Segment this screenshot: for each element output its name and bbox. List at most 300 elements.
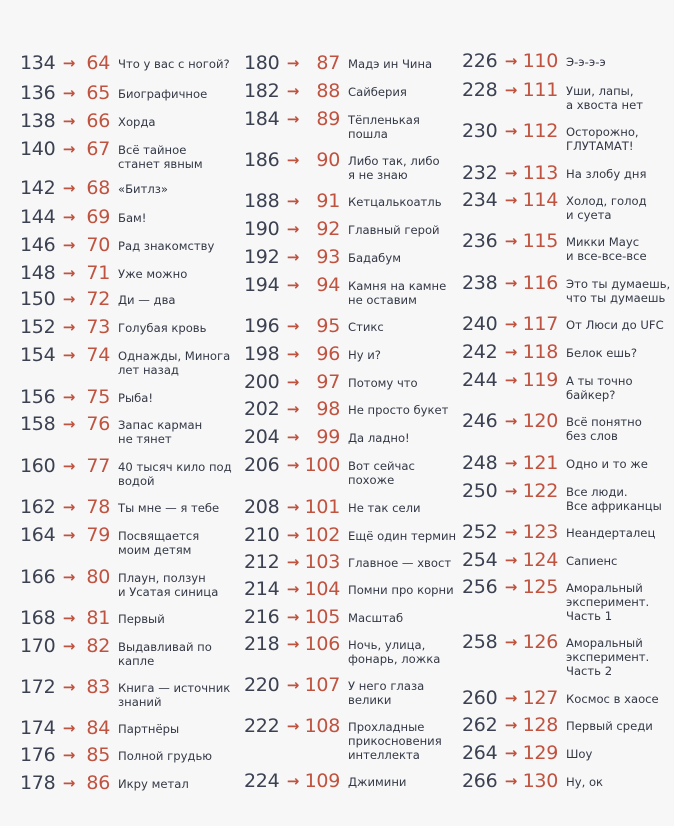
page-number: 144 — [20, 206, 56, 228]
page-number: 250 — [462, 480, 498, 502]
page-number: 174 — [20, 717, 56, 739]
page-number: 164 — [20, 524, 56, 546]
chapter-number: 126 — [522, 631, 558, 653]
right-arrow-icon: → — [504, 551, 518, 569]
right-arrow-icon: → — [286, 676, 300, 694]
page-number: 216 — [244, 606, 280, 628]
page-number: 208 — [244, 496, 280, 518]
chapter-number: 129 — [522, 742, 558, 764]
toc-entry — [462, 342, 637, 362]
page-number: 172 — [20, 676, 56, 698]
chapter-title: Всё понятно без слов — [566, 415, 642, 443]
toc-entry — [462, 522, 655, 542]
toc-entry — [244, 716, 442, 762]
right-arrow-icon: → — [504, 81, 518, 99]
toc-entry — [244, 427, 410, 447]
page-number: 192 — [244, 246, 280, 268]
right-arrow-icon: → — [504, 315, 518, 333]
page-number: 242 — [462, 341, 498, 363]
chapter-title: Запас карман не тянет — [118, 418, 203, 446]
chapter-number: 98 — [316, 398, 340, 420]
toc-entry — [20, 207, 146, 227]
page-number: 238 — [462, 272, 498, 294]
chapter-title: Не так сели — [348, 501, 421, 515]
right-arrow-icon: → — [504, 716, 518, 734]
chapter-title: 40 тысяч кило под водой — [118, 460, 232, 488]
chapter-title: Это ты думаешь, что ты думаешь — [566, 277, 671, 305]
page-number: 232 — [462, 162, 498, 184]
chapter-title: Биографичное — [118, 87, 208, 101]
chapter-title: Потому что — [348, 376, 418, 390]
chapter-title: Шоу — [566, 747, 593, 761]
toc-entry — [244, 150, 440, 182]
toc-entry — [244, 316, 384, 336]
chapter-number: 64 — [86, 52, 110, 74]
page-number: 150 — [20, 288, 56, 310]
right-arrow-icon: → — [62, 746, 76, 764]
chapter-title: Космос в хаосе — [566, 692, 659, 706]
page-number: 138 — [20, 110, 56, 132]
chapter-title: Не просто букет — [348, 403, 449, 417]
chapter-number: 96 — [316, 343, 340, 365]
toc-entry — [20, 567, 218, 599]
chapter-number: 103 — [304, 551, 340, 573]
toc-entry — [244, 525, 456, 545]
chapter-title: Вот сейчас похоже — [348, 459, 415, 487]
chapter-title: Одно и то же — [566, 457, 648, 471]
toc-entry — [244, 109, 420, 141]
toc-entry — [462, 51, 606, 71]
page-number: 178 — [20, 772, 56, 794]
toc-entry — [20, 263, 187, 283]
right-arrow-icon: → — [286, 317, 300, 335]
right-arrow-icon: → — [286, 526, 300, 544]
page-number: 162 — [20, 496, 56, 518]
toc-entry — [462, 190, 647, 222]
right-arrow-icon: → — [504, 578, 518, 596]
right-arrow-icon: → — [286, 772, 300, 790]
chapter-title: Однажды, Минога лет назад — [118, 349, 231, 377]
toc-entry — [20, 178, 168, 198]
chapter-title: Да ладно! — [348, 431, 410, 445]
chapter-title: На злобу дня — [566, 167, 647, 181]
right-arrow-icon: → — [504, 164, 518, 182]
page-number: 258 — [462, 631, 498, 653]
toc-entry — [244, 53, 432, 73]
right-arrow-icon: → — [62, 678, 76, 696]
page-number: 160 — [20, 455, 56, 477]
right-arrow-icon: → — [286, 248, 300, 266]
chapter-number: 124 — [522, 549, 558, 571]
page-number: 190 — [244, 218, 280, 240]
page-number: 142 — [20, 177, 56, 199]
chapter-title: Голубая кровь — [118, 321, 207, 335]
chapter-title: Ну и? — [348, 348, 381, 362]
right-arrow-icon: → — [62, 719, 76, 737]
chapter-title: Осторожно, ГЛУТАМАТ! — [566, 125, 639, 153]
toc-entry — [244, 399, 448, 419]
right-arrow-icon: → — [504, 371, 518, 389]
page-number: 168 — [20, 607, 56, 629]
chapter-title: Что у вас с ногой? — [118, 57, 230, 71]
page-number: 184 — [244, 108, 280, 130]
toc-entry — [20, 456, 232, 488]
right-arrow-icon: → — [62, 637, 76, 655]
chapter-number: 111 — [522, 79, 558, 101]
chapter-number: 86 — [86, 772, 110, 794]
chapter-number: 106 — [304, 633, 340, 655]
right-arrow-icon: → — [62, 568, 76, 586]
chapter-title: Ещё один термин — [348, 529, 457, 543]
page-number: 176 — [20, 744, 56, 766]
page-number: 198 — [244, 343, 280, 365]
chapter-number: 114 — [522, 189, 558, 211]
chapter-number: 94 — [316, 274, 340, 296]
chapter-title: Аморальный эксперимент. Часть 2 — [566, 636, 650, 678]
page-number: 156 — [20, 386, 56, 408]
chapter-number: 91 — [316, 190, 340, 212]
right-arrow-icon: → — [286, 54, 300, 72]
chapter-title: Мадэ ин Чина — [348, 57, 433, 71]
right-arrow-icon: → — [62, 609, 76, 627]
chapter-title: Все люди. Все африканцы — [566, 485, 662, 513]
chapter-number: 76 — [86, 413, 110, 435]
toc-entry — [462, 688, 659, 708]
chapter-title: Книга — источник знаний — [118, 681, 231, 709]
page-number: 248 — [462, 452, 498, 474]
page-number: 214 — [244, 578, 280, 600]
chapter-title: Рад знакомству — [118, 239, 215, 253]
right-arrow-icon: → — [504, 412, 518, 430]
chapter-number: 122 — [522, 480, 558, 502]
right-arrow-icon: → — [286, 553, 300, 571]
chapter-number: 85 — [86, 744, 110, 766]
chapter-number: 78 — [86, 496, 110, 518]
page-number: 266 — [462, 770, 498, 792]
chapter-title: Всё тайное станет явным — [118, 143, 203, 171]
right-arrow-icon: → — [62, 318, 76, 336]
toc-entry — [20, 525, 199, 557]
toc-entry — [462, 453, 648, 473]
right-arrow-icon: → — [286, 635, 300, 653]
chapter-number: 104 — [304, 578, 340, 600]
toc-entry — [244, 191, 442, 211]
chapter-number: 77 — [86, 455, 110, 477]
chapter-number: 83 — [86, 676, 110, 698]
toc-entry — [462, 632, 649, 678]
page-number: 196 — [244, 315, 280, 337]
toc-entry — [244, 552, 451, 572]
page-number: 210 — [244, 524, 280, 546]
chapter-number: 74 — [86, 344, 110, 366]
right-arrow-icon: → — [62, 774, 76, 792]
chapter-number: 69 — [86, 206, 110, 228]
toc-entry — [462, 80, 643, 112]
chapter-number: 90 — [316, 149, 340, 171]
chapter-title: Аморальный эксперимент. Часть 1 — [566, 581, 650, 623]
toc-entry — [462, 577, 649, 623]
chapter-title: Сапиенс — [566, 554, 618, 568]
right-arrow-icon: → — [62, 498, 76, 516]
chapter-title: Либо так, либо я не знаю — [348, 154, 440, 182]
chapter-number: 75 — [86, 386, 110, 408]
right-arrow-icon: → — [62, 112, 76, 130]
toc-entry — [244, 497, 421, 517]
page-number: 224 — [244, 770, 280, 792]
page-number: 186 — [244, 149, 280, 171]
chapter-title: Тёпленькая пошла — [348, 113, 420, 141]
chapter-title: Выдавливай по капле — [118, 640, 212, 668]
chapter-title: А ты точно байкер? — [566, 374, 633, 402]
toc-entry — [462, 411, 642, 443]
chapter-title: Масштаб — [348, 611, 404, 625]
right-arrow-icon: → — [286, 220, 300, 238]
right-arrow-icon: → — [62, 84, 76, 102]
chapter-title: Рыба! — [118, 391, 154, 405]
toc-entry — [20, 387, 153, 407]
chapter-title: Холод, голод и суета — [566, 194, 647, 222]
chapter-title: Ночь, улица, фонарь, ложка — [348, 638, 441, 666]
right-arrow-icon: → — [286, 428, 300, 446]
page-number: 182 — [244, 80, 280, 102]
right-arrow-icon: → — [62, 415, 76, 433]
page-number: 264 — [462, 742, 498, 764]
chapter-title: Белок ешь? — [566, 346, 638, 360]
toc-entry — [244, 455, 415, 487]
right-arrow-icon: → — [62, 54, 76, 72]
toc-entry — [462, 715, 653, 735]
toc-entry — [20, 317, 206, 337]
chapter-number: 108 — [304, 715, 340, 737]
page-number: 166 — [20, 566, 56, 588]
right-arrow-icon: → — [286, 580, 300, 598]
page-number: 134 — [20, 52, 56, 74]
chapter-title: Главный герой — [348, 223, 440, 237]
right-arrow-icon: → — [504, 523, 518, 541]
page-number: 230 — [462, 120, 498, 142]
page-number: 240 — [462, 313, 498, 335]
right-arrow-icon: → — [62, 140, 76, 158]
right-arrow-icon: → — [504, 52, 518, 70]
toc-entry — [244, 372, 418, 392]
right-arrow-icon: → — [62, 346, 76, 364]
chapter-number: 109 — [304, 770, 340, 792]
toc-entry — [244, 247, 401, 267]
page-number: 222 — [244, 715, 280, 737]
page-number: 254 — [462, 549, 498, 571]
right-arrow-icon: → — [504, 744, 518, 762]
page-number: 244 — [462, 369, 498, 391]
chapter-number: 101 — [304, 496, 340, 518]
right-arrow-icon: → — [286, 151, 300, 169]
chapter-number: 113 — [522, 162, 558, 184]
chapter-number: 93 — [316, 246, 340, 268]
right-arrow-icon: → — [286, 717, 300, 735]
right-arrow-icon: → — [286, 276, 300, 294]
chapter-title: Икру метал — [118, 777, 189, 791]
page-number: 194 — [244, 274, 280, 296]
chapter-title: Первый — [118, 612, 165, 626]
chapter-number: 80 — [86, 566, 110, 588]
chapter-number: 100 — [304, 454, 340, 476]
right-arrow-icon: → — [286, 373, 300, 391]
right-arrow-icon: → — [504, 343, 518, 361]
toc-entry — [462, 481, 662, 513]
chapter-number: 120 — [522, 410, 558, 432]
right-arrow-icon: → — [62, 457, 76, 475]
chapter-number: 95 — [316, 315, 340, 337]
toc-entry — [20, 745, 212, 765]
toc-entry — [20, 139, 203, 171]
chapter-number: 73 — [86, 316, 110, 338]
chapter-number: 117 — [522, 313, 558, 335]
chapter-title: Джимини — [348, 775, 407, 789]
right-arrow-icon: → — [62, 208, 76, 226]
toc-entry — [20, 636, 212, 668]
chapter-number: 115 — [522, 230, 558, 252]
page-number: 188 — [244, 190, 280, 212]
chapter-number: 127 — [522, 687, 558, 709]
page-number: 212 — [244, 551, 280, 573]
right-arrow-icon: → — [286, 110, 300, 128]
chapter-number: 119 — [522, 369, 558, 391]
toc-entry — [462, 314, 664, 334]
chapter-number: 68 — [86, 177, 110, 199]
toc-entry — [462, 370, 633, 402]
chapter-number: 79 — [86, 524, 110, 546]
right-arrow-icon: → — [62, 179, 76, 197]
right-arrow-icon: → — [62, 236, 76, 254]
chapter-title: Э-э-э-э — [566, 55, 606, 69]
toc-entry — [244, 219, 440, 239]
page-number: 158 — [20, 413, 56, 435]
chapter-title: Камня на камне не оставим — [348, 279, 447, 307]
toc-entry — [20, 497, 219, 517]
chapter-title: Бадабум — [348, 251, 401, 265]
chapter-number: 72 — [86, 288, 110, 310]
chapter-number: 123 — [522, 521, 558, 543]
chapter-title: У него глаза велики — [348, 679, 425, 707]
page-number: 226 — [462, 50, 498, 72]
chapter-number: 107 — [304, 674, 340, 696]
chapter-title: Главное — хвост — [348, 556, 452, 570]
toc-entry — [244, 275, 446, 307]
right-arrow-icon: → — [504, 232, 518, 250]
chapter-number: 110 — [522, 50, 558, 72]
chapter-number: 84 — [86, 717, 110, 739]
chapter-title: Сайберия — [348, 85, 407, 99]
page-number: 262 — [462, 714, 498, 736]
right-arrow-icon: → — [286, 192, 300, 210]
page-number: 246 — [462, 410, 498, 432]
page-number: 204 — [244, 426, 280, 448]
chapter-number: 70 — [86, 234, 110, 256]
right-arrow-icon: → — [504, 482, 518, 500]
page-number: 218 — [244, 633, 280, 655]
page-number: 136 — [20, 82, 56, 104]
chapter-number: 89 — [316, 108, 340, 130]
toc-entry — [20, 83, 207, 103]
chapter-title: «Битлз» — [118, 182, 169, 196]
toc-entry — [20, 111, 156, 131]
right-arrow-icon: → — [504, 689, 518, 707]
toc-entry — [20, 677, 230, 709]
chapter-title: Ну, ок — [566, 775, 604, 789]
chapter-title: Полной грудью — [118, 749, 213, 763]
toc-entry — [20, 773, 189, 793]
right-arrow-icon: → — [286, 345, 300, 363]
toc-entry — [20, 608, 165, 628]
page-number: 236 — [462, 230, 498, 252]
page-number: 180 — [244, 52, 280, 74]
right-arrow-icon: → — [62, 526, 76, 544]
toc-entry — [20, 53, 230, 73]
toc-entry — [462, 231, 647, 263]
chapter-title: Уже можно — [118, 267, 188, 281]
right-arrow-icon: → — [504, 772, 518, 790]
toc-entry — [462, 163, 646, 183]
page-number: 152 — [20, 316, 56, 338]
page-number: 200 — [244, 371, 280, 393]
chapter-title: Посвящается моим детям — [118, 529, 200, 557]
page-number: 228 — [462, 79, 498, 101]
right-arrow-icon: → — [286, 498, 300, 516]
page-number: 146 — [20, 234, 56, 256]
right-arrow-icon: → — [504, 633, 518, 651]
toc-entry — [20, 718, 179, 738]
toc-entry — [462, 771, 603, 791]
page-number: 140 — [20, 138, 56, 160]
chapter-number: 65 — [86, 82, 110, 104]
right-arrow-icon: → — [62, 264, 76, 282]
right-arrow-icon: → — [504, 454, 518, 472]
toc-entry — [244, 579, 454, 599]
toc-entry — [20, 289, 176, 309]
chapter-number: 82 — [86, 635, 110, 657]
chapter-title: Стикс — [348, 320, 384, 334]
chapter-number: 92 — [316, 218, 340, 240]
toc-entry — [244, 675, 424, 707]
chapter-number: 97 — [316, 371, 340, 393]
chapter-number: 125 — [522, 576, 558, 598]
chapter-number: 99 — [316, 426, 340, 448]
chapter-title: Бам! — [118, 211, 147, 225]
page-number: 252 — [462, 521, 498, 543]
right-arrow-icon: → — [286, 82, 300, 100]
toc-entry — [244, 344, 381, 364]
toc-entry — [244, 771, 406, 791]
chapter-title: Помни про корни — [348, 583, 454, 597]
chapter-title: Микки Маус и все-все-все — [566, 235, 647, 263]
chapter-title: Ди — два — [118, 293, 176, 307]
toc-entry — [462, 121, 639, 153]
chapter-number: 87 — [316, 52, 340, 74]
chapter-number: 112 — [522, 120, 558, 142]
chapter-title: Прохладные прикосновения интеллекта — [348, 720, 442, 762]
chapter-title: Ты мне — я тебе — [118, 501, 220, 515]
chapter-number: 67 — [86, 138, 110, 160]
page-number: 206 — [244, 454, 280, 476]
chapter-number: 81 — [86, 607, 110, 629]
page-number: 170 — [20, 635, 56, 657]
right-arrow-icon: → — [62, 290, 76, 308]
chapter-number: 121 — [522, 452, 558, 474]
right-arrow-icon: → — [286, 456, 300, 474]
toc-entry — [244, 81, 407, 101]
chapter-title: Неандерталец — [566, 526, 656, 540]
chapter-number: 130 — [522, 770, 558, 792]
chapter-number: 71 — [86, 262, 110, 284]
